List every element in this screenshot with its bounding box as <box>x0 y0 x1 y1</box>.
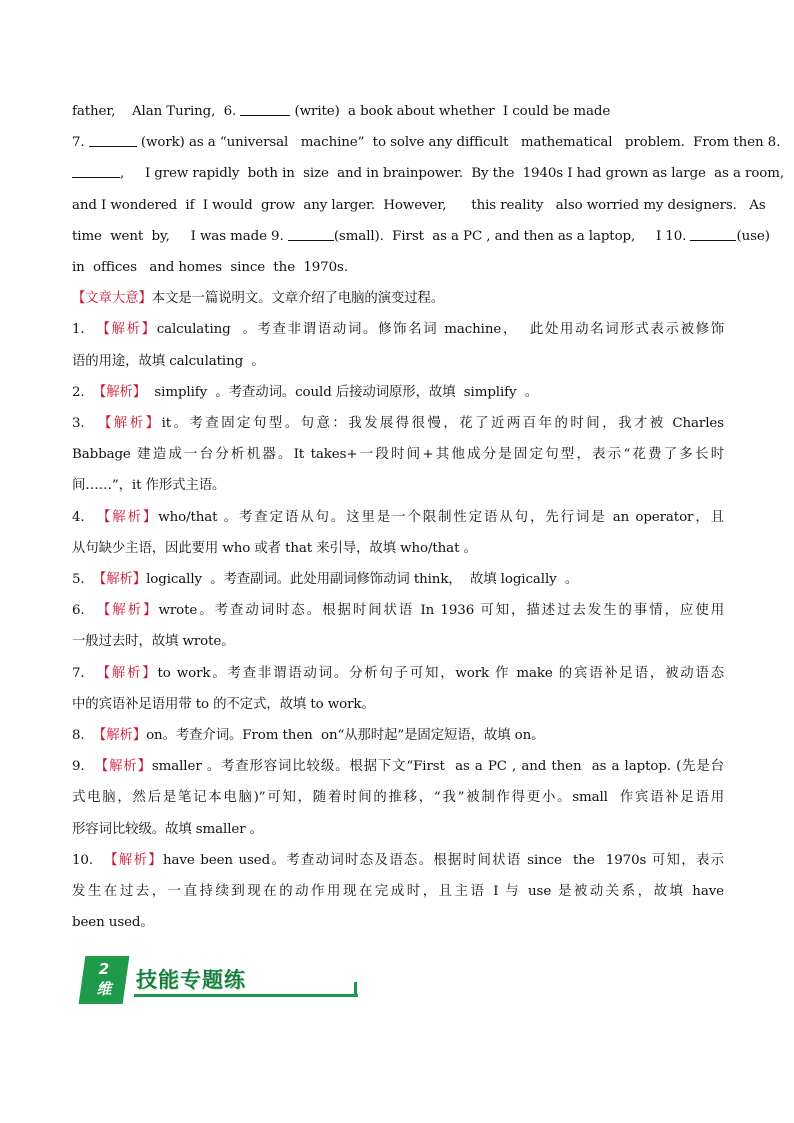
analysis-label: 【解析】 <box>92 572 147 588</box>
answer-line <box>72 626 724 657</box>
answer-number: 1. <box>72 322 85 338</box>
answer-text: who/that 。考查定语从句。这里是一个限制性定语从句，先行词是 an operator，且 <box>158 509 724 525</box>
answer-number: 3. <box>72 416 85 432</box>
answer-text: Babbage 建造成一台分析机器。It takes+一段时间+其他成分是固定句型，表示“花费了多长时 <box>72 447 724 463</box>
answer-number: 8. <box>72 728 85 744</box>
passage-text: (work) as a “universal machine” to solve any difficult mathematical problem. From then 8. <box>140 135 781 151</box>
answer-item <box>72 595 724 657</box>
answer-line <box>72 470 724 501</box>
analysis-label: 【解析】 <box>97 603 159 619</box>
answer-line <box>72 751 724 782</box>
badge-char: 维 <box>96 980 112 998</box>
answer-item <box>72 314 724 376</box>
answer-blank-6[interactable] <box>240 101 290 116</box>
analysis-label: 【解析】 <box>98 416 162 432</box>
answer-text: 发生在过去，一直持续到现在的动作用现在完成时，且主语 I 与 use 是被动关系，故填 have <box>72 884 724 900</box>
passage-line-6 <box>72 252 724 283</box>
answer-blank-8[interactable] <box>72 163 120 178</box>
answer-text: 间……”，it 作形式主语。 <box>72 478 226 494</box>
answer-number: 9. <box>72 759 85 775</box>
passage-text: (small). First as a PC , and then as a laptop, I 10. <box>333 228 687 244</box>
passage-text: (write) a book about whether I could be made <box>294 104 611 119</box>
title-underline-cap <box>354 982 357 997</box>
answer-text: 式电脑，然后是笔记本电脑)”可知，随着时间的推移，“我”被制作得更小。small 作宾语补足语用 <box>72 790 724 806</box>
analysis-label: 【解析】 <box>104 852 163 868</box>
title-underline <box>134 994 358 997</box>
answer-text: have been used。考查动词时态及语态。根据时间状语 since the 1970s 可知，表示 <box>163 852 724 868</box>
answer-text: smaller 。考查形容词比较级。根据下文“First as a PC , and then as a laptop. (先是台 <box>151 759 724 775</box>
answer-line <box>72 346 724 377</box>
answer-line <box>72 720 724 751</box>
answer-text: calculating 。考查非谓语动词。修饰名词 machine， 此处用动名词形式表示被修饰 <box>156 322 724 338</box>
answer-line <box>72 782 724 813</box>
answer-item <box>72 408 724 502</box>
passage-text: in offices and homes since the 1970s. <box>72 260 348 276</box>
answer-text: 从句缺少主语，因此要用 who 或者 that 来引导，故填 who/that 。 <box>72 540 477 556</box>
answer-text: 中的宾语补足语用带 to 的不定式，故填 to work。 <box>72 696 375 712</box>
answer-blank-9[interactable] <box>288 226 334 241</box>
answer-text: it。考查固定句型。句意：我发展得很慢，花了近两百年的时间，我才被 Charles <box>161 416 724 432</box>
answer-line <box>72 689 724 720</box>
answer-line <box>72 439 724 470</box>
badge-number: 2 <box>98 960 110 978</box>
answer-line <box>72 314 724 345</box>
analysis-label: 【解析】 <box>96 322 157 338</box>
answer-number: 2. <box>72 384 85 400</box>
answer-number: 4. <box>72 509 85 525</box>
answer-text: been used。 <box>72 915 154 931</box>
answer-item <box>72 564 724 595</box>
answer-blank-10[interactable] <box>690 226 736 241</box>
answer-line <box>72 658 724 689</box>
answer-text: 语的用途，故填 calculating 。 <box>72 353 265 369</box>
answer-line <box>72 907 724 938</box>
analysis-label: 【解析】 <box>96 509 159 525</box>
answer-line <box>72 502 724 533</box>
answer-text: 一般过去时，故填 wrote。 <box>72 634 235 650</box>
passage-line-1 <box>72 96 724 127</box>
answer-text: on。考查介词。From then on“从那时起”是固定短语，故填 on。 <box>146 728 545 744</box>
answer-text: 形容词比较级。故填 smaller 。 <box>72 821 263 837</box>
answer-item <box>72 502 724 564</box>
section-banner <box>82 956 282 1006</box>
answer-blank-7[interactable] <box>89 132 137 147</box>
answer-number: 10. <box>72 852 93 868</box>
passage-text: and I wondered if I would grow any larger. However, this reality also worried my designers. As <box>72 197 766 213</box>
answer-number: 6. <box>72 603 85 619</box>
summary-label: 【文章大意】 <box>72 291 152 307</box>
answer-line <box>72 377 724 408</box>
analysis-label: 【解析】 <box>94 759 152 775</box>
passage-line-5 <box>72 221 770 252</box>
badge <box>82 956 126 1004</box>
analysis-label: 【解析】 <box>92 384 147 400</box>
answer-item <box>72 720 724 751</box>
answer-line <box>72 595 724 626</box>
answer-line <box>72 533 724 564</box>
answer-line <box>72 814 724 845</box>
document-body <box>72 96 785 938</box>
passage-text: father, Alan Turing, 6. <box>72 104 237 119</box>
answer-line <box>72 408 724 439</box>
answer-text: simplify 。考查动词。could 后接动词原形，故填 simplify 。 <box>146 384 539 400</box>
passage-line-4 <box>72 190 766 221</box>
answer-item <box>72 658 724 720</box>
answer-number: 7. <box>72 665 85 681</box>
summary <box>72 283 724 314</box>
section-title: 技能专题练 <box>136 968 246 992</box>
answer-text: to work。考查非谓语动词。分析句子可知，work 作 make 的宾语补足语，被动语态 <box>157 665 724 681</box>
answer-item <box>72 377 724 408</box>
answer-number: 5. <box>72 572 85 588</box>
summary-text: 本文是一篇说明文。文章介绍了电脑的演变过程。 <box>151 291 445 307</box>
analysis-label: 【解析】 <box>96 665 158 681</box>
answer-text: logically 。考查副词。此处用副词修饰动词 think， 故填 logically 。 <box>146 572 579 588</box>
answer-line <box>72 845 724 876</box>
passage-text: , I grew rapidly both in size and in brainpower. By the 1940s I had grown as large as a room, <box>120 166 785 182</box>
passage-text: time went by, I was made 9. <box>72 228 284 244</box>
answer-text: wrote。考查动词时态。根据时间状语 In 1936 可知，描述过去发生的事情，应使用 <box>158 603 724 619</box>
analysis-label: 【解析】 <box>92 728 147 744</box>
passage-text: (use) <box>736 228 770 244</box>
passage-text: 7. <box>72 135 85 151</box>
answer-analysis-list <box>72 314 724 938</box>
passage-line-3 <box>72 158 785 189</box>
answer-item <box>72 845 724 939</box>
answer-line <box>72 564 724 595</box>
answer-item <box>72 751 724 845</box>
answer-line <box>72 876 724 907</box>
passage-line-2 <box>72 127 781 158</box>
